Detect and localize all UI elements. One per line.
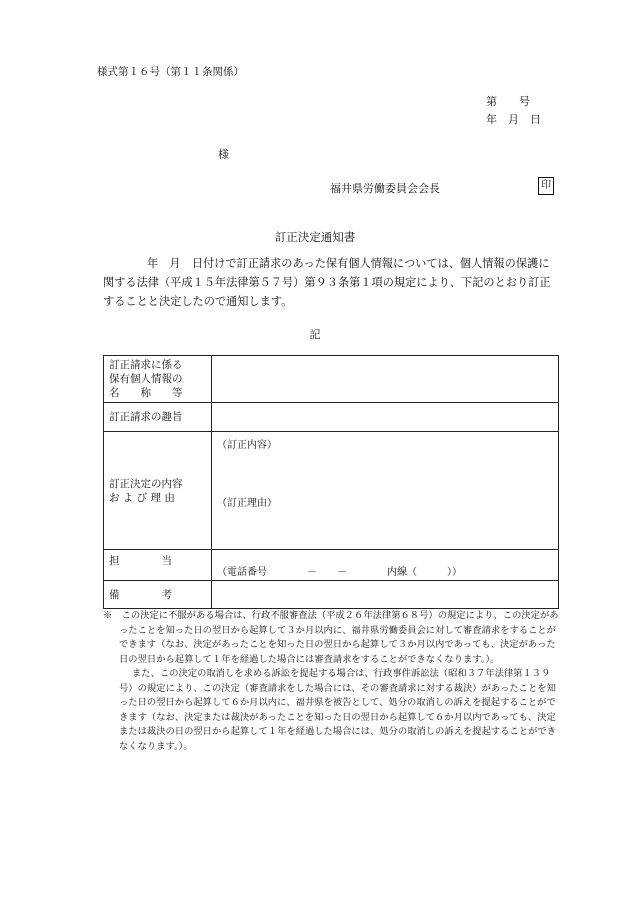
document-title: 訂正決定通知書 [274, 230, 356, 244]
decision-value[interactable] [212, 432, 559, 550]
row-label-info-name [104, 356, 212, 403]
document-number: 第 号 [486, 95, 530, 108]
note-appeal: ※ この決定に不服がある場合は、行政不服審査法（平成２６年法律第６８号）の規定により、この決定があったことを知った日の翌日から起算して３か月以内に、福井県労働委員会に対して審査請求をすることができます（なお、決定があったことを知った日の翌日から起算して３か月以内であっても、決定があった日の翌日から起算して１年を経過した場合には審査請求をすることができなくなります。）。 [103, 610, 559, 665]
table-row [104, 581, 559, 609]
row-label-decision [104, 432, 212, 550]
issuer-name: 福井県労働委員会会長 [330, 182, 440, 195]
remarks-value[interactable] [212, 581, 559, 609]
correction-content-label: （訂正内容） [217, 440, 277, 451]
row-label-remarks: 備 考 [104, 581, 212, 609]
row-label-request-purpose: 訂正請求の趣旨 [104, 403, 212, 432]
issue-date: 年 月 日 [486, 113, 541, 126]
row-label-contact: 担 当 [104, 550, 212, 581]
table-row [104, 356, 559, 403]
label-line: 名 称 等 [109, 387, 183, 399]
details-table [103, 355, 559, 609]
correction-reason-label: （訂正理由） [217, 498, 277, 509]
label-line: 訂正請求に係る [109, 359, 183, 371]
notes [103, 609, 563, 754]
info-name-value[interactable] [212, 356, 559, 403]
contact-phone[interactable]: （電話番号 － － 内線（ ）） [212, 550, 559, 581]
note-lawsuit: また、この決定の取消しを求める訴訟を提起する場合は、行政事件訴訟法（昭和３７年法律第１３９号）の規定により、この決定（審査請求をした場合には、その審査請求に対する裁決）があったことを知った日の翌日から起算して６か月以内に、福井県を被告として、処分の取消しの訴えを提起することができます（なお、決定または裁決があったことを知った日の翌日から起算して６か月以内であっても、決定または裁決の日の翌日から起算して１年を経過した場合には、処分の取消しの訴えを提起することができなくなります。）。 [119, 668, 556, 752]
label-line: お よ び 理 由 [109, 491, 175, 504]
ki-heading: 記 [309, 328, 321, 341]
table-row [104, 432, 559, 550]
seal-mark: 印 [538, 177, 554, 195]
table-row [104, 550, 559, 581]
request-purpose-value[interactable] [212, 403, 559, 432]
body-paragraph: 年 月 日付けで訂正請求のあった保有個人情報については、個人情報の保護に関する法律（平成１５年法律第５７号）第９３条第１項の規定により、下記のとおり訂正することと決定したので通知します。 [103, 257, 551, 308]
label-line: 訂正決定の内容 [109, 477, 183, 490]
table-row [104, 403, 559, 432]
label-line: 保有個人情報の [109, 373, 183, 385]
form-number: 様式第１６号（第１１条関係） [97, 66, 244, 78]
addressee: 様 [218, 148, 229, 161]
